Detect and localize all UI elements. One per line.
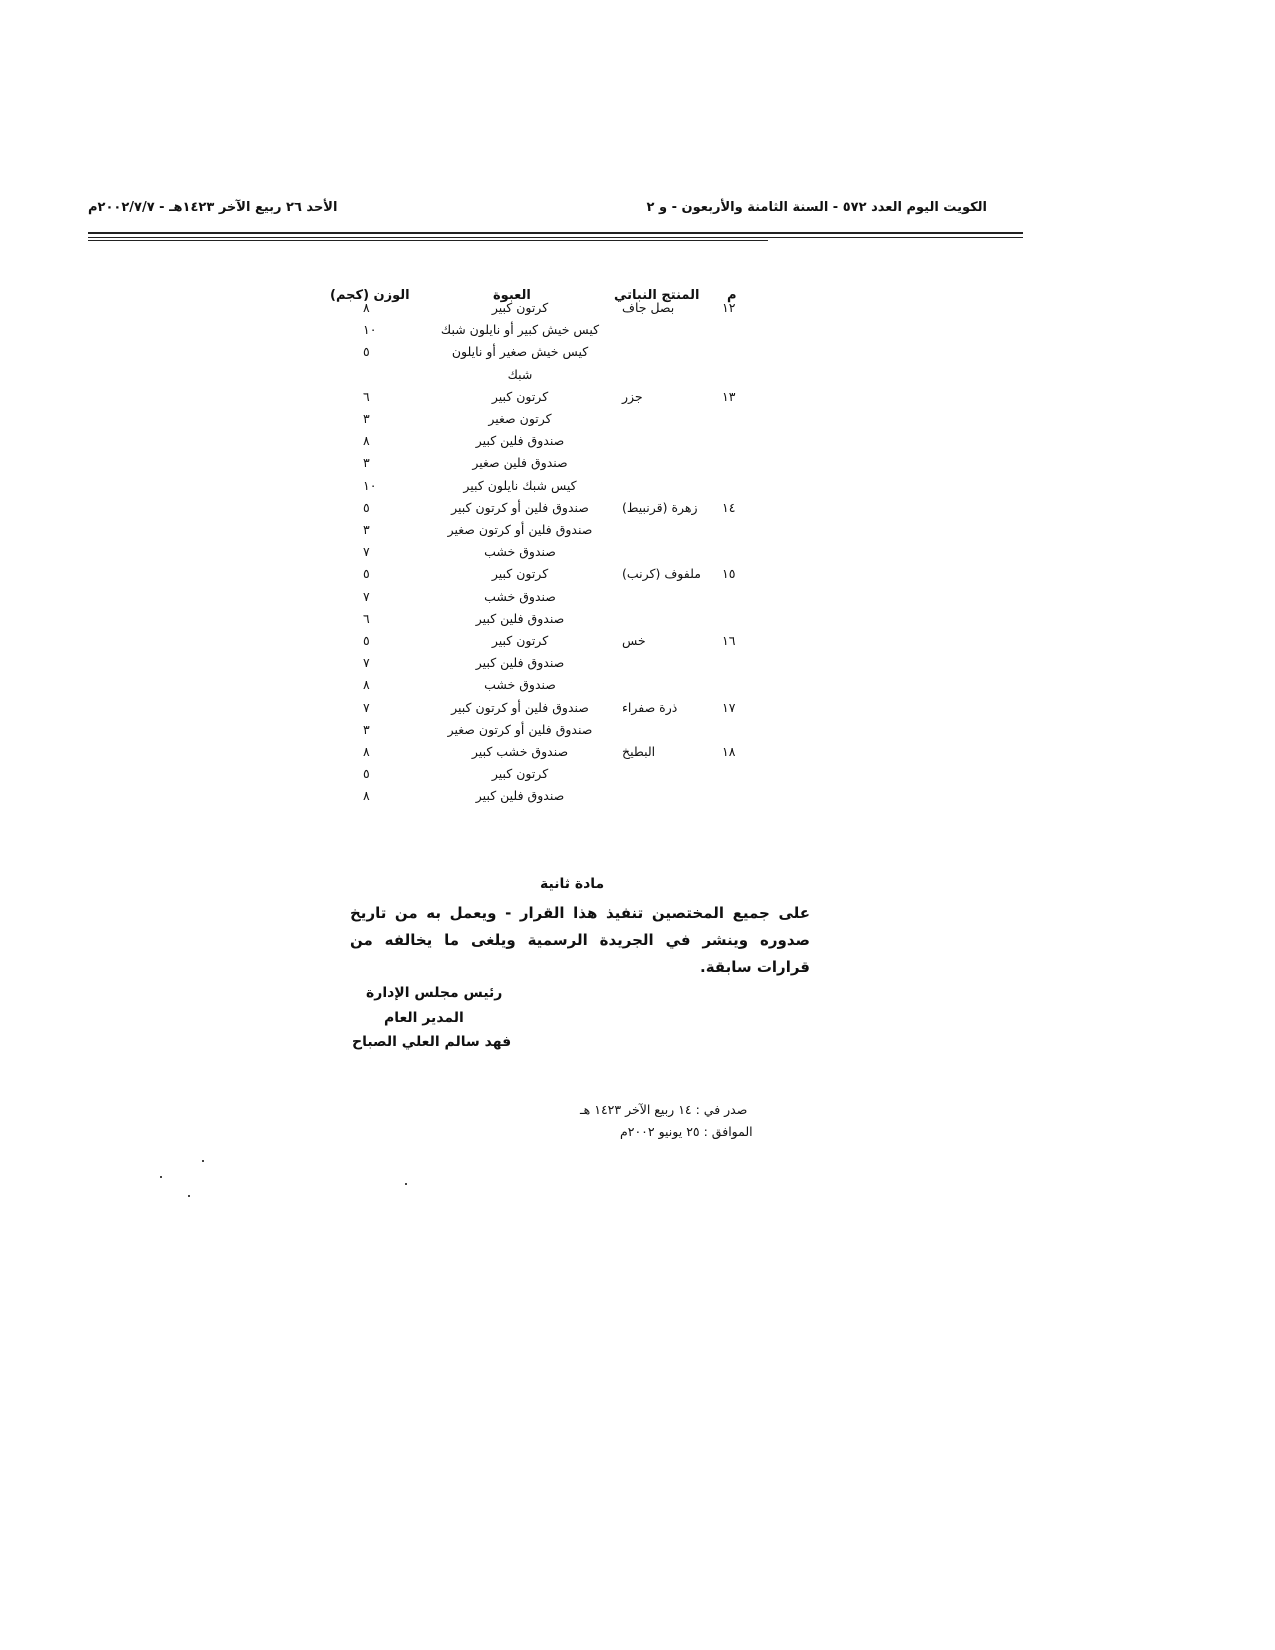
row-product: جزر [622,388,643,404]
row-weight: ٧ [363,588,370,604]
signature-title: رئيس مجلس الإدارة [366,985,503,1001]
row-weight: ٦ [363,388,370,404]
row-product: البطيخ [622,744,656,759]
row-product: ملفوف (كرنب) [622,566,701,582]
row-package: صندوق فلين كبير [475,610,565,626]
row-product: ذرة صفراء [622,699,678,715]
row-package: كرتون كبير [491,766,549,782]
row-weight: ١٠ [363,477,377,493]
header-issue-info: الكويت اليوم العدد ٥٧٢ - السنة الثامنة والأربعون - و ٢ [646,200,987,215]
row-package: صندوق فلين أو كرتون صغير [447,522,593,537]
header-rule [88,240,768,241]
row-package: صندوق فلين كبير [475,655,565,671]
row-number: ١٧ [722,699,736,715]
row-weight: ٧ [363,544,370,560]
row-number: ١٨ [722,744,736,759]
row-weight: ٨ [363,744,370,759]
column-header-no: م [727,288,737,303]
row-weight: ٥ [363,566,370,582]
row-product: بصل جاف [622,300,675,315]
row-product: زهرة (قرنبيط) [622,499,698,515]
row-package: صندوق خشب [484,677,556,693]
column-header-package: العبوة [493,288,531,303]
row-weight: ٥ [363,766,370,782]
row-package: شبك [507,366,533,382]
scan-speck [202,1160,204,1162]
article-body: على جميع المختصين تنفيذ هذا القرار - ويعمل به من تاريخ صدوره وينشر في الجريدة الرسمية ويلغى ما يخالفه من قرارات سابقة. [350,904,810,976]
signature-position: المدير العام [384,1010,464,1026]
row-number: ١٤ [722,499,736,515]
row-number: ١٥ [722,566,736,582]
row-weight: ٥ [363,344,370,360]
row-number: ١٦ [722,633,736,648]
row-package: كرتون صغير [488,411,552,426]
row-package: صندوق فلين أو كرتون صغير [447,721,593,737]
row-package: صندوق فلين كبير [475,433,565,449]
scan-speck [405,1183,407,1185]
row-package: كرتون كبير [491,388,549,404]
row-package: صندوق فلين كبير [475,788,565,804]
row-weight: ٧ [363,699,370,715]
row-weight: ٣ [363,522,370,537]
row-number: ١٣ [722,388,736,404]
row-package: كرتون كبير [491,300,549,315]
row-package: صندوق فلين أو كرتون كبير [451,499,589,515]
issued-date-gregorian: الموافق : ٢٥ يونيو ٢٠٠٢م [620,1124,753,1139]
article-title: مادة ثانية [540,876,605,892]
issued-date-hijri: صدر في : ١٤ ربيع الآخر ١٤٢٣ هـ [580,1102,748,1117]
scan-speck [188,1195,190,1197]
row-package: كرتون كبير [491,633,549,648]
row-weight: ٦ [363,610,370,626]
row-weight: ٥ [363,633,370,648]
row-package: كرتون كبير [491,566,549,582]
header-rule [88,232,1023,234]
row-weight: ٥ [363,499,370,515]
row-package: صندوق فلين صغير [472,455,568,471]
row-number: ١٢ [722,300,736,315]
row-package: صندوق خشب [484,588,556,604]
row-weight: ٨ [363,433,370,449]
row-weight: ٨ [363,300,370,315]
row-package: كيس شبك نايلون كبير [463,477,577,493]
header-date: الأحد ٢٦ ربيع الآخر ١٤٢٣هـ - ٢٠٠٢/٧/٧م [88,200,338,215]
column-header-product: المنتج النباتي [614,288,700,303]
row-package: كيس خيش كبير أو نايلون شبك [440,322,600,338]
row-weight: ٨ [363,788,370,804]
row-weight: ٣ [363,455,370,471]
header-rule [88,237,1023,238]
scan-speck [160,1176,162,1178]
row-weight: ٨ [363,677,370,693]
row-package: كيس خيش صغير أو نايلون [451,344,589,360]
row-weight: ٣ [363,411,370,426]
column-header-weight: الوزن (كجم) [330,288,410,303]
row-package: صندوق خشب كبير [471,744,569,759]
signature-name: فهد سالم العلي الصباح [352,1034,512,1050]
row-weight: ٣ [363,721,370,737]
row-weight: ١٠ [363,322,377,338]
row-package: صندوق خشب [484,544,556,560]
row-package: صندوق فلين أو كرتون كبير [451,699,589,715]
row-weight: ٧ [363,655,370,671]
row-product: خس [622,633,646,648]
